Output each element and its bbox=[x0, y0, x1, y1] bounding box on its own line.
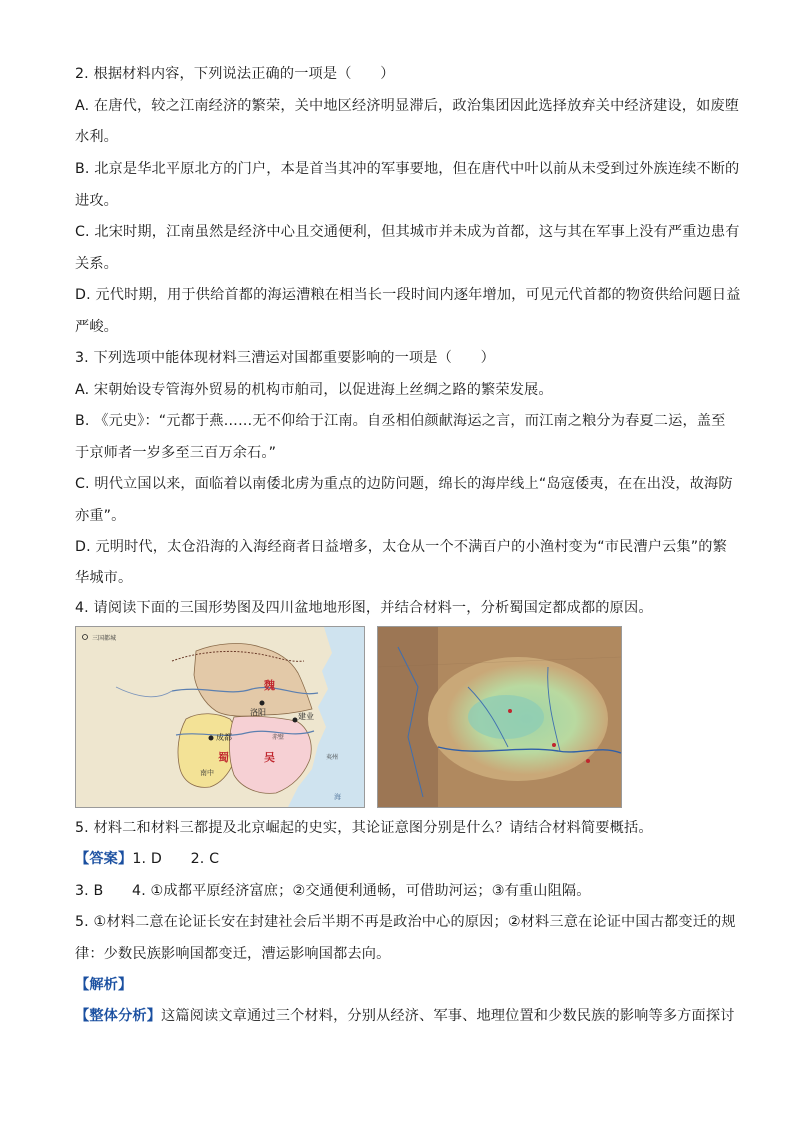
overall-analysis-text: 这篇阅读文章通过三个材料，分别从经济、军事、地理位置和少数民族的影响等多方面探讨 bbox=[161, 1008, 735, 1024]
q2-option-d-cont: 严峻。 bbox=[75, 319, 119, 335]
overall-analysis-label: 【整体分析】 bbox=[75, 1008, 162, 1024]
three-kingdoms-map-drawing bbox=[76, 627, 364, 807]
label-sea: 海 bbox=[334, 793, 341, 801]
q2-option-a: A. 在唐代，较之江南经济的繁荣，关中地区经济明显滞后，政治集团因此选择放弃关中经济建设，如废堕 bbox=[75, 98, 740, 114]
overall-analysis-line bbox=[75, 1006, 735, 1026]
q5-stem: 5. 材料二和材料三都提及北京崛起的史实，其论证意图分别是什么？请结合材料简要概括。 bbox=[75, 820, 653, 836]
answer-line-4: 律：少数民族影响国都变迁，漕运影响国都去向。 bbox=[75, 946, 391, 962]
answer-text-1: 1. D 2. C bbox=[132, 851, 220, 867]
q3-option-a: A. 宋朝始设专管海外贸易的机构市舶司，以促进海上丝绸之路的繁荣发展。 bbox=[75, 382, 553, 398]
label-jianye: 建业 bbox=[298, 712, 314, 721]
q3-option-d-cont: 华城市。 bbox=[75, 570, 133, 586]
answer-label: 【答案】 bbox=[75, 851, 133, 867]
q4-stem: 4. 请阅读下面的三国形势图及四川盆地地形图，并结合材料一，分析蜀国定都成都的原因。 bbox=[75, 600, 653, 616]
q3-option-d: D. 元明时代，太仓沿海的入海经商者日益增多，太仓从一个不满百户的小渔村变为“市民漕户云集”的繁 bbox=[75, 539, 727, 555]
analysis-heading bbox=[75, 975, 132, 995]
label-chengdu: 成都 bbox=[216, 733, 232, 742]
label-wei: 魏 bbox=[264, 679, 275, 692]
q2-option-b: B. 北京是华北平原北方的门户，本是首当其冲的军事要地，但在唐代中叶以前从未受到过外族连续不断的 bbox=[75, 161, 740, 177]
three-kingdoms-map bbox=[75, 626, 365, 808]
label-luoyang: 洛阳 bbox=[250, 708, 266, 717]
topo-map-drawing bbox=[378, 627, 621, 807]
label-wu: 吴 bbox=[264, 751, 275, 764]
q3-option-b: B. 《元史》：“元都于燕……无不仰给于江南。自丞相伯颜献海运之言，而江南之粮分为春夏二运，盖至 bbox=[75, 413, 726, 429]
q2-option-c: C. 北宋时期，江南虽然是经济中心且交通便利，但其城市并未成为首都，这与其在军事上没有严重边患有 bbox=[75, 224, 740, 240]
q2-option-a-cont: 水利。 bbox=[75, 129, 119, 145]
analysis-label: 【解析】 bbox=[75, 977, 133, 993]
label-shu: 蜀 bbox=[218, 751, 229, 764]
label-chibi: 赤壁 bbox=[272, 734, 285, 741]
answer-line-3: 5. ①材料二意在论证长安在封建社会后半期不再是政治中心的原因；②材料三意在论证中国古都变迁的规 bbox=[75, 914, 736, 930]
q2-option-c-cont: 关系。 bbox=[75, 256, 119, 272]
q3-stem: 3. 下列选项中能体现材料三漕运对国都重要影响的一项是（ ） bbox=[75, 350, 495, 366]
sichuan-basin-topo-map bbox=[377, 626, 622, 808]
answer-line-2: 3. B 4. ①成都平原经济富庶；②交通便利通畅，可借助河运；③有重山阻隔。 bbox=[75, 883, 591, 899]
q3-option-c-cont: 亦重”。 bbox=[75, 508, 126, 524]
q2-option-b-cont: 进攻。 bbox=[75, 193, 119, 209]
q2-stem: 2. 根据材料内容，下列说法正确的一项是（ ） bbox=[75, 66, 395, 82]
q3-option-b-cont: 于京师者一岁多至三百万余石。” bbox=[75, 445, 277, 461]
q2-option-d: D. 元代时期，用于供给首都的海运漕粮在相当长一段时间内逐年增加，可见元代首都的物资供给问题日益 bbox=[75, 287, 741, 303]
label-yizhou: 夷州 bbox=[326, 754, 339, 761]
q3-option-c: C. 明代立国以来，面临着以南倭北虏为重点的边防问题，绵长的海岸线上“岛寇倭夷，在在出没，故海防 bbox=[75, 476, 733, 492]
answer-line-1 bbox=[75, 849, 219, 869]
label-nanzhong: 南中 bbox=[200, 769, 214, 777]
map-legend-text: 三国都城 bbox=[92, 635, 117, 642]
